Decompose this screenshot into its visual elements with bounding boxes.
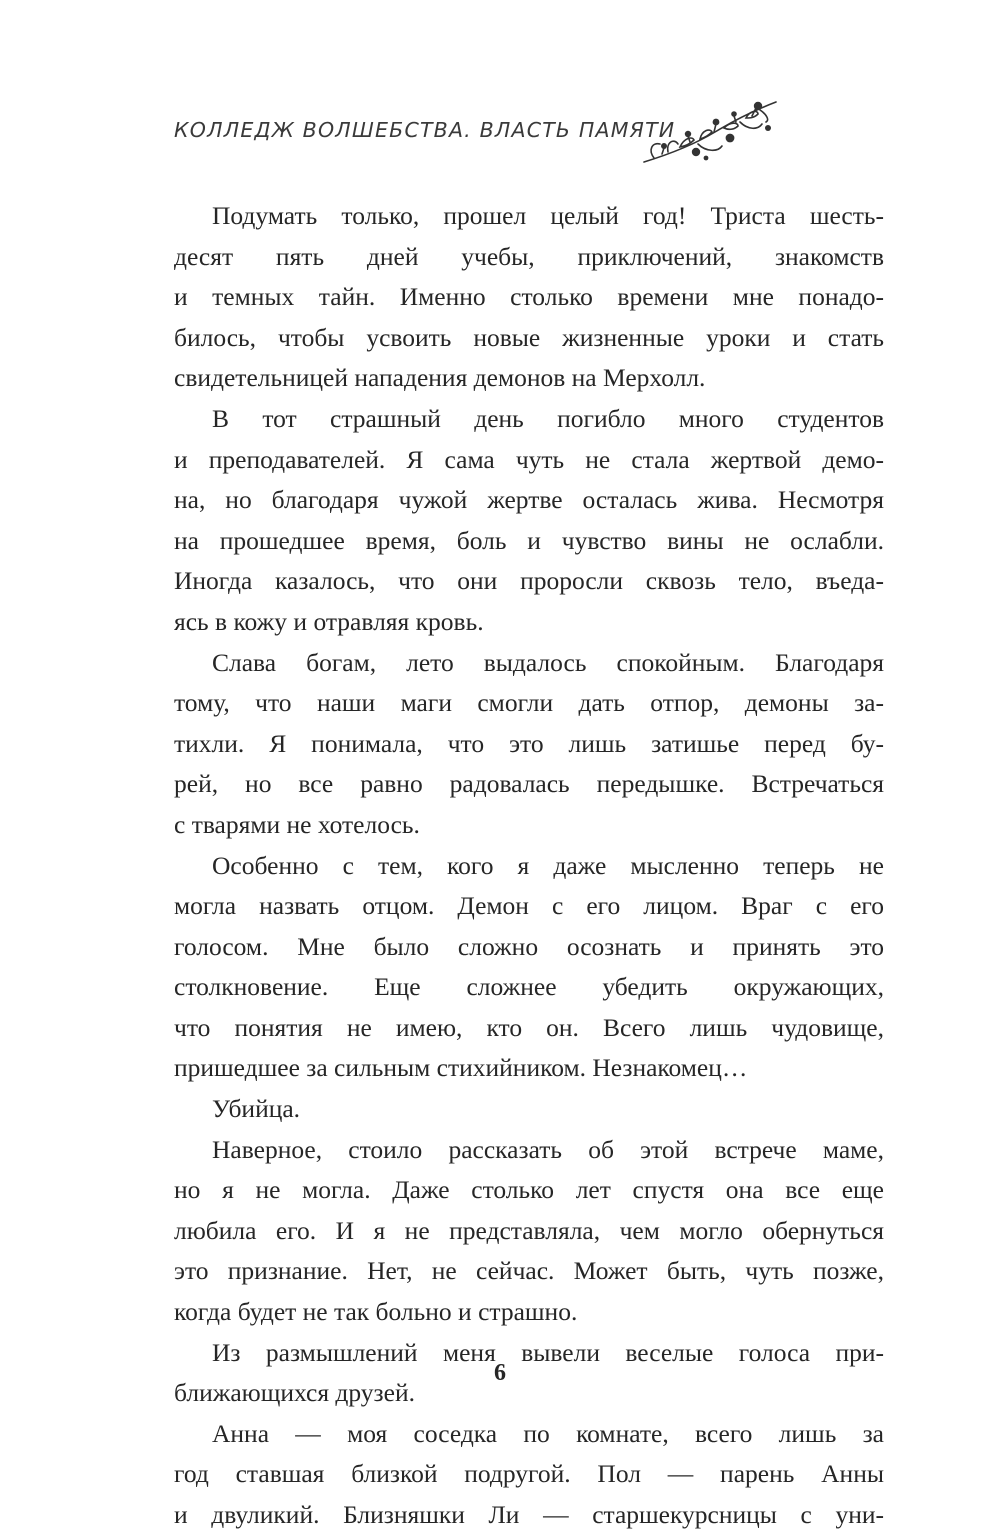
text-line: год ставшая близкой подругой. Пол — парень Анны	[174, 1459, 884, 1489]
text-line: любила его. И я не представляла, чем могло обернуться	[174, 1215, 884, 1245]
text-line: и двуликий. Близняшки Ли — старшекурсницы с уни-	[174, 1500, 884, 1529]
text-line: В тот страшный день погибло много студентов	[212, 403, 884, 433]
text-line: тихли. Я понимала, что это лишь затишье перед бу-	[174, 728, 884, 758]
text-line: Анна — моя соседка по комнате, всего лишь за	[212, 1418, 884, 1448]
text-line: Слава богам, лето выдалось спокойным. Благодаря	[212, 647, 884, 677]
text-line: Иногда казалось, что они проросли сквозь тело, въеда-	[174, 566, 884, 596]
text-line: тому, что наши маги смогли дать отпор, демоны за-	[174, 688, 884, 718]
text-line: но я не могла. Даже столько лет спустя она все еще	[174, 1175, 884, 1205]
text-line: с тварями не хотелось.	[174, 809, 420, 839]
paragraph	[174, 643, 884, 846]
text-line: пришедшее за сильным стихийником. Незнакомец…	[174, 1053, 748, 1083]
text-line: это признание. Нет, не сейчас. Может быть, чуть позже,	[174, 1256, 884, 1286]
text-line: Особенно с тем, кого я даже мысленно теперь не	[212, 850, 884, 880]
text-line: когда будет не так больно и страшно.	[174, 1297, 578, 1327]
text-line: Из размышлений меня вывели веселые голоса при-	[212, 1337, 884, 1367]
text-line: Убийца.	[212, 1094, 301, 1124]
paragraph	[174, 846, 884, 1090]
floral-ornament-icon	[640, 92, 780, 172]
paragraph	[174, 399, 884, 643]
text-line: столкновение. Еще сложнее убедить окружающих,	[174, 972, 884, 1002]
text-line: что понятия не имею, кто он. Всего лишь чудовище,	[174, 1012, 884, 1042]
text-line: и темных тайн. Именно столько времени мне понадо-	[174, 282, 884, 312]
text-line: десят пять дней учебы, приключений, знакомств	[174, 241, 884, 271]
text-line: Подумать только, прошел целый год! Триста шесть-	[212, 201, 884, 230]
text-line: ближающихся друзей.	[174, 1378, 415, 1408]
text-line: билось, чтобы усвоить новые жизненные уроки и стать	[174, 322, 884, 352]
page-number: 6	[494, 1360, 506, 1386]
text-line: могла назвать отцом. Демон с его лицом. Враг с его	[174, 891, 884, 921]
text-line: ясь в кожу и отравляя кровь.	[174, 606, 484, 636]
running-head-title: КОЛЛЕДЖ ВОЛШЕБСТВА. ВЛАСТЬ ПАМЯТИ	[174, 118, 676, 142]
paragraph	[174, 196, 884, 399]
text-line: и преподавателей. Я сама чуть не стала жертвой демо-	[174, 444, 884, 474]
paragraph	[174, 1414, 884, 1536]
text-line: свидетельницей нападения демонов на Мерхолл.	[174, 363, 706, 393]
body-text	[174, 196, 884, 1536]
text-line: рей, но все равно радовалась передышке. Встречаться	[174, 769, 884, 799]
paragraph	[174, 1089, 884, 1130]
paragraph	[174, 1130, 884, 1333]
text-line: на прошедшее время, боль и чувство вины не ослабли.	[174, 525, 884, 555]
text-line: на, но благодаря чужой жертве осталась жива. Несмотря	[174, 485, 884, 515]
text-line: Наверное, стоило рассказать об этой встрече маме,	[212, 1134, 884, 1164]
text-line: голосом. Мне было сложно осознать и принять это	[174, 931, 884, 961]
